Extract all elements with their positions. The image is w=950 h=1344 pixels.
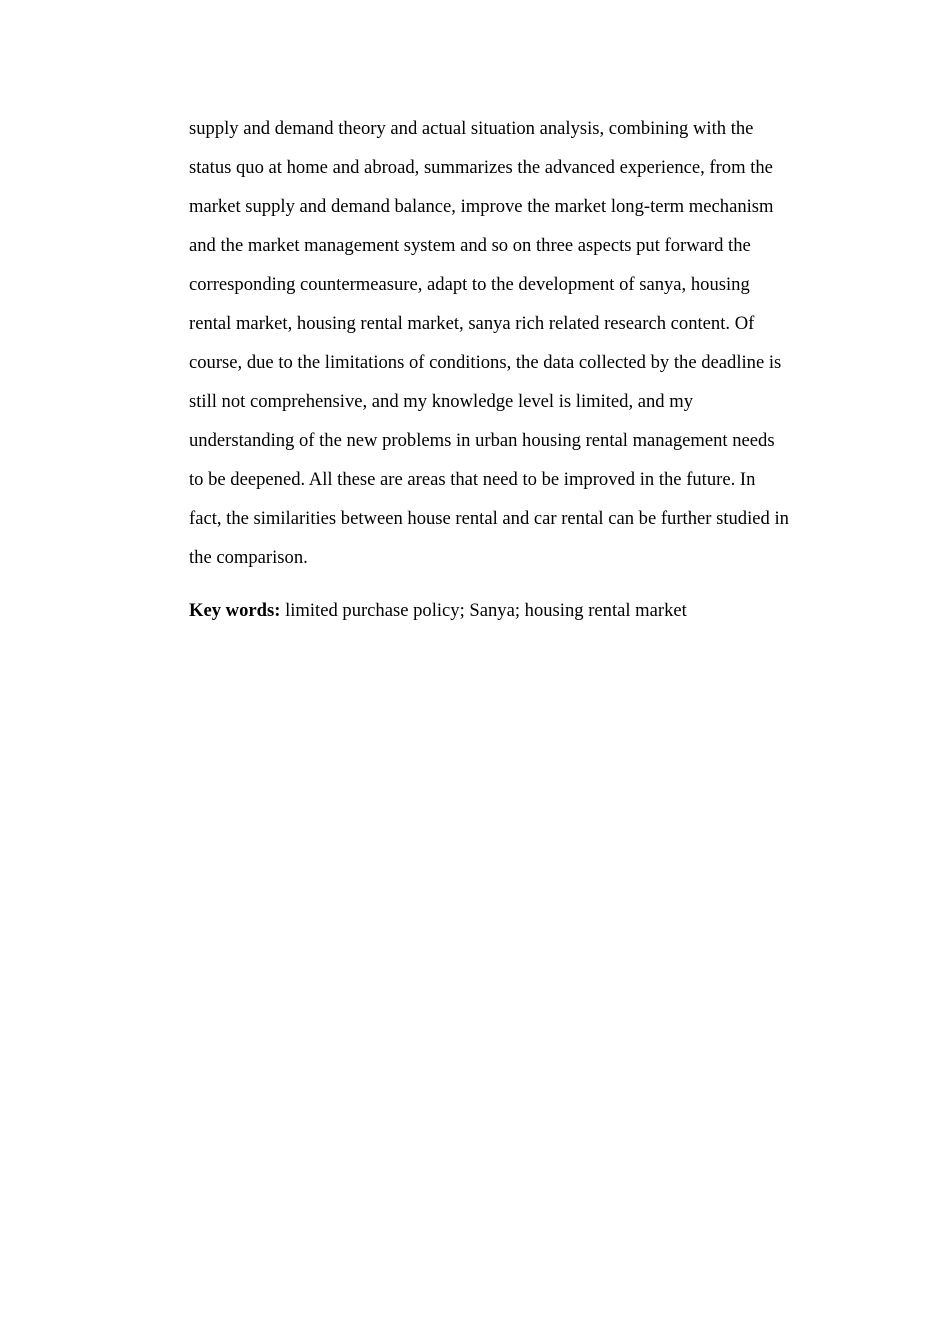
abstract-line-2: status quo at home and abroad, summarizes the advanced experience, from the (189, 157, 773, 178)
abstract-paragraph (189, 109, 814, 577)
abstract-line-10: to be deepened. All these are areas that need to be improved in the future. In (189, 469, 756, 490)
abstract-line-8: still not comprehensive, and my knowledge level is limited, and my (189, 391, 694, 412)
abstract-line-4: and the market management system and so on three aspects put forward the (189, 235, 751, 256)
abstract-line-9: understanding of the new problems in urban housing rental management needs (189, 430, 775, 451)
abstract-line-6: rental market, housing rental market, sanya rich related research content. Of (189, 313, 755, 334)
abstract-line-3: market supply and demand balance, improve the market long-term mechanism (189, 196, 774, 217)
abstract-line-7: course, due to the limitations of conditions, the data collected by the deadline is (189, 352, 782, 373)
keywords-value: limited purchase policy; Sanya; housing rental market (280, 600, 687, 621)
abstract-line-12: the comparison. (189, 547, 308, 568)
abstract-body (189, 109, 814, 630)
abstract-line-1: supply and demand theory and actual situation analysis, combining with the (189, 118, 754, 139)
keywords-label: Key words: (189, 600, 281, 621)
abstract-line-5: corresponding countermeasure, adapt to the development of sanya, housing (189, 274, 750, 295)
keywords-paragraph (189, 591, 814, 630)
abstract-line-11: fact, the similarities between house rental and car rental can be further studied in (189, 508, 789, 529)
